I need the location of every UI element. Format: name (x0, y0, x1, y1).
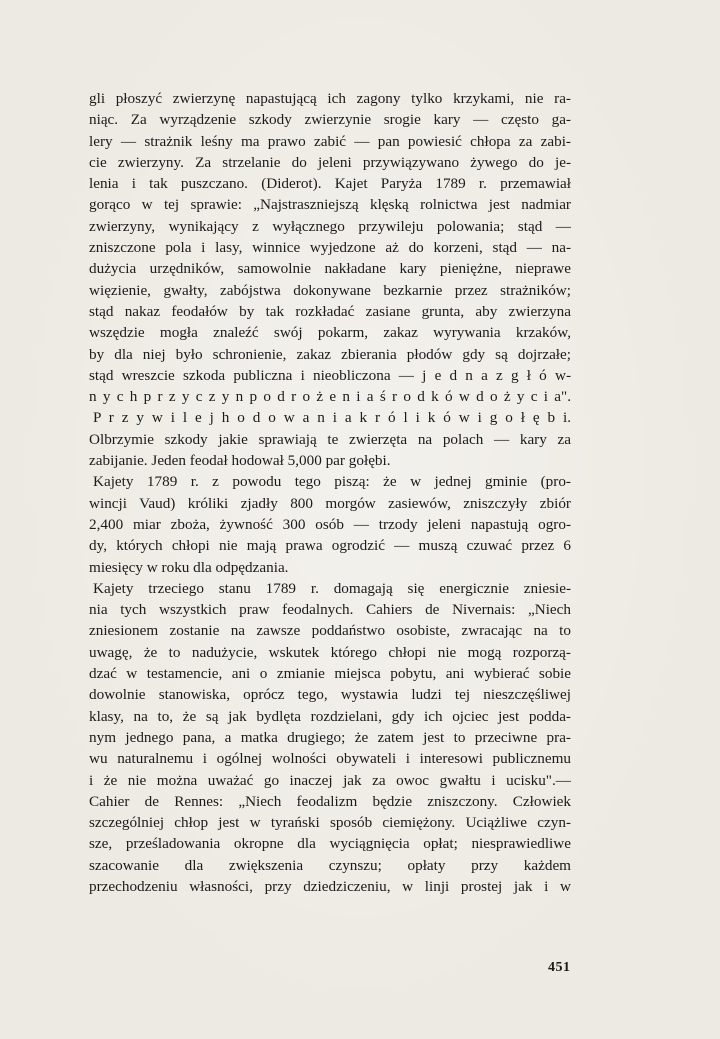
spaced-heading-line: P r z y w i l e j h o d o w a n i a k r ó l i k ó w i g o ł ę b i. (93, 409, 571, 427)
text-line: dzać w testamencie, ani o zmianie miejsca pobytu, ani wybierać sobie (89, 665, 571, 683)
text-line: stąd wreszcie szkoda publiczna i nieobliczona — j e d n a z g ł ó w- (89, 366, 571, 384)
text-line: lenia i tak puszczano. (Diderot). Kajet Paryża 1789 r. przemawiał (89, 175, 571, 193)
text-line: dowolnie stanowiska, oprócz tego, wystawia ludzi tej nieszczęśliwej (89, 686, 571, 704)
text-line: więzienie, gwałty, zabójstwa dokonywane bezkarnie przez strażników; (89, 281, 571, 299)
text-line: i że nie można uważać go inaczej jak za owoc gwałtu i ucisku".— (89, 771, 571, 789)
text-line: niąc. Za wyrządzenie szkody zwierzynie srogie kary — często ga- (89, 111, 571, 129)
text-line: zniesionem zostanie na zawsze poddaństwo osobiste, zwracając na to (89, 622, 571, 640)
text-line: uwagę, że to nadużycie, wskutek którego chłopi nie mogą rozporzą- (89, 643, 571, 661)
text-line: wszędzie mogła znaleźć swój pokarm, zakaz wyrywania krzaków, (89, 324, 571, 342)
text-line: n y c h p r z y c z y n p o d r o ż e n i a ś r o d k ó w d o ż y c i a". (89, 388, 571, 406)
text-line: szczególniej chłop jest w tyrański sposób ciemiężony. Uciążliwe czyn- (89, 814, 571, 832)
text-line: nia tych wszystkich praw feodalnych. Cahiers de Nivernais: „Niech (89, 601, 571, 619)
page-number: 451 (548, 960, 571, 975)
text-line: gli płoszyć zwierzynę napastującą ich zagony tylko krzykami, nie ra- (89, 90, 571, 107)
text-line: lery — strażnik leśny ma prawo zabić — pan powiesić chłopa za zabi- (89, 132, 571, 150)
text-line: miesięcy w roku dla odpędzania. (89, 558, 289, 576)
text-line: wu naturalnemu i ogólnej wolności obywateli i interesowi publicznemu (89, 750, 571, 768)
text-line: dużycia urzędników, samowolnie nakładane kary pieniężne, nieprawe (89, 260, 571, 278)
text-line: Kajety 1789 r. z powodu tego piszą: że w jednej gminie (pro- (93, 473, 571, 491)
text-line: Olbrzymie szkody jakie sprawiają te zwierzęta na polach — kary za (89, 430, 571, 448)
text-line: zniszczone pola i lasy, winnice wyjedzone aż do korzeni, stąd — na- (89, 239, 571, 257)
text-line: nym jednego pana, a matka drugiego; że zatem jest to przeciwne pra- (89, 728, 571, 746)
body-text (89, 88, 571, 897)
text-line: gorąco w tej sprawie: „Najstraszniejszą klęską rolnictwa jest nadmiar (89, 196, 571, 214)
text-line: szacowanie dla zwiększenia czynszu; opłaty przy każdem (89, 856, 571, 874)
text-line: wincji Vaud) króliki zjadły 800 morgów zasiewów, zniszczyły zbiór (89, 494, 571, 512)
text-line: Cahier de Rennes: „Niech feodalizm będzie zniszczony. Człowiek (89, 792, 571, 810)
text-line: zwierzyny, wynikający z wyłącznego przywileju polowania; stąd — (89, 217, 571, 235)
text-line: klasy, na to, że są jak bydlęta rozdzielani, gdy ich ojciec jest podda- (89, 707, 571, 725)
text-line: Kajety trzeciego stanu 1789 r. domagają się energicznie zniesie- (93, 579, 571, 597)
text-line: przechodzeniu własności, przy dziedziczeniu, w linji prostej jak i w (89, 877, 571, 895)
text-line: 2,400 miar zboża, żywność 300 osób — trzody jeleni napastują ogro- (89, 515, 571, 533)
text-line: dy, których chłopi nie mają prawa ogrodzić — muszą czuwać przez 6 (89, 537, 571, 555)
text-line: zabijanie. Jeden feodał hodował 5,000 par gołębi. (89, 452, 391, 470)
text-line: cie zwierzyny. Za strzelanie do jeleni przywiązywano żywego do je- (89, 153, 571, 171)
text-line: by dla niej było schronienie, zakaz zbierania płodów gdy są dojrzałe; (89, 345, 571, 363)
text-line: stąd nakaz feodałów by tak rozkładać zasiane grunta, aby zwierzyna (89, 302, 571, 320)
text-line: sze, prześladowania okropne dla wyciągnięcia opłat; niesprawiedliwe (89, 835, 571, 853)
